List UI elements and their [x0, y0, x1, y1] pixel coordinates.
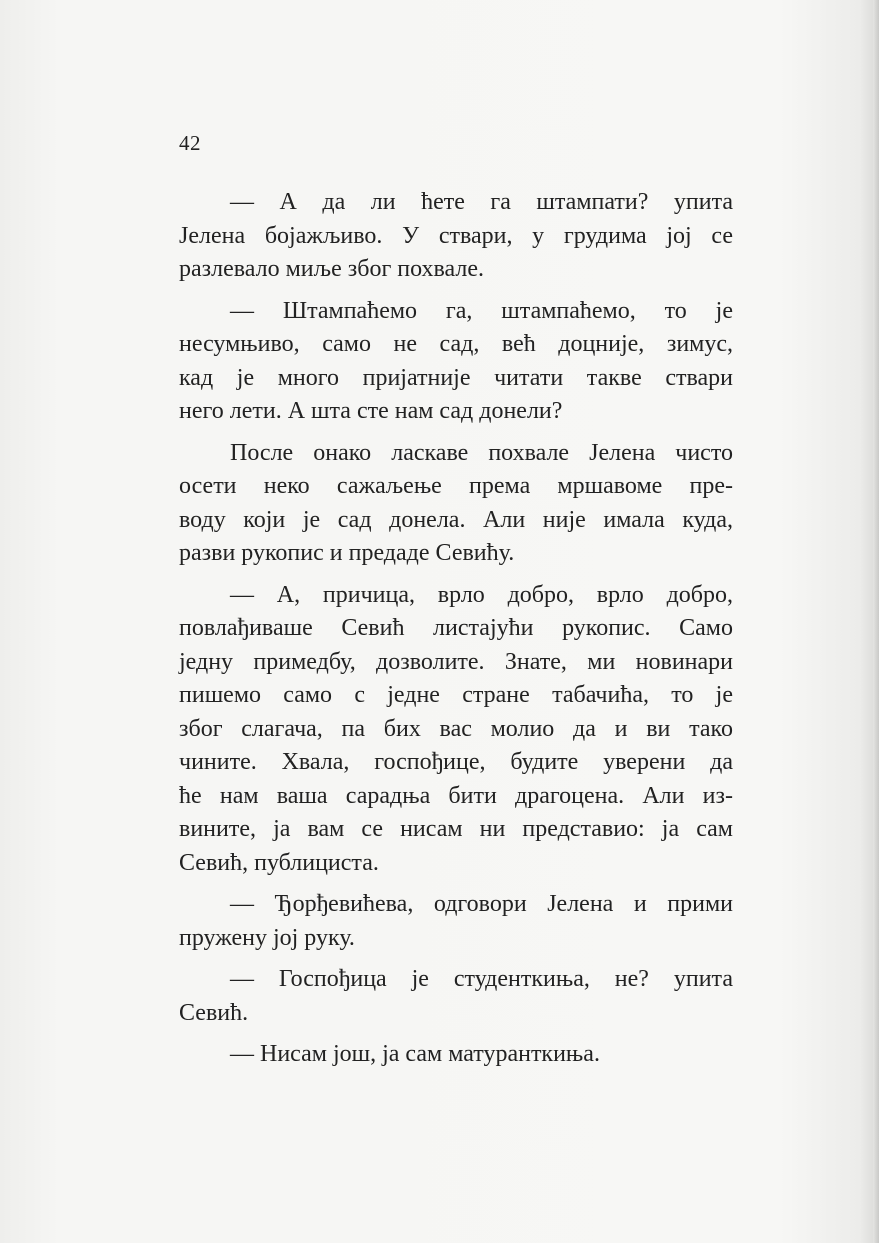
page-number: 42	[179, 131, 201, 155]
text-line: разлевало миље због похвале.	[179, 256, 485, 282]
text-line: — Госпођица је студенткиња, не? упита	[230, 966, 733, 992]
text-line: него лети. А шта сте нам сад донели?	[179, 398, 563, 424]
text-line: — Штампаћемо га, штампаћемо, то је	[230, 297, 733, 324]
text-line: ће нам ваша сарадња бити драгоцена. Али из-	[179, 782, 733, 809]
paragraph	[179, 186, 733, 287]
text-line: повлађиваше Севић листајући рукопис. Само	[179, 615, 733, 641]
text-line: због слагача, па бих вас молио да и ви тако	[179, 715, 733, 742]
paragraph	[179, 888, 733, 955]
text-line: — Ђорђевићева, одговори Јелена и прими	[230, 891, 733, 917]
text-line: — Нисам још, ја сам матуранткиња.	[230, 1041, 600, 1067]
text-line: пружену јој руку.	[179, 924, 355, 951]
text-line: пишемо само с једне стране табачића, то је	[179, 682, 733, 708]
text-line: Севић, публициста.	[179, 849, 379, 876]
page-edge-shadow	[873, 0, 879, 1243]
paragraph	[179, 963, 733, 1030]
text-line: — А, причица, врло добро, врло добро,	[230, 581, 733, 608]
body-text	[179, 186, 733, 1080]
text-line: кад је много пријатније читати такве ствари	[179, 364, 733, 391]
text-line: осети неко сажаљење према мршавоме пре-	[179, 473, 733, 499]
paragraph	[179, 1038, 733, 1072]
paragraph	[179, 437, 733, 571]
text-line: — А да ли ћете га штампати? упита	[230, 189, 733, 215]
text-line: чините. Хвала, госпођице, будите уверени да	[179, 749, 733, 775]
text-line: Севић.	[179, 999, 249, 1026]
text-line: После онако ласкаве похвале Јелена чисто	[230, 439, 733, 466]
text-line: једну примедбу, дозволите. Знате, ми новинари	[179, 648, 733, 675]
text-line: Јелена бојажљиво. У ствари, у грудима јој се	[179, 222, 733, 249]
text-line: вините, ја вам се нисам ни представио: ја сам	[179, 816, 733, 842]
text-line: разви рукопис и предаде Севићу.	[179, 540, 515, 566]
text-line: воду који је сад донела. Али није имала куда,	[179, 506, 733, 533]
text-line: несумњиво, само не сад, већ доцније, зимус,	[179, 331, 733, 357]
paragraph	[179, 295, 733, 429]
paragraph	[179, 579, 733, 881]
